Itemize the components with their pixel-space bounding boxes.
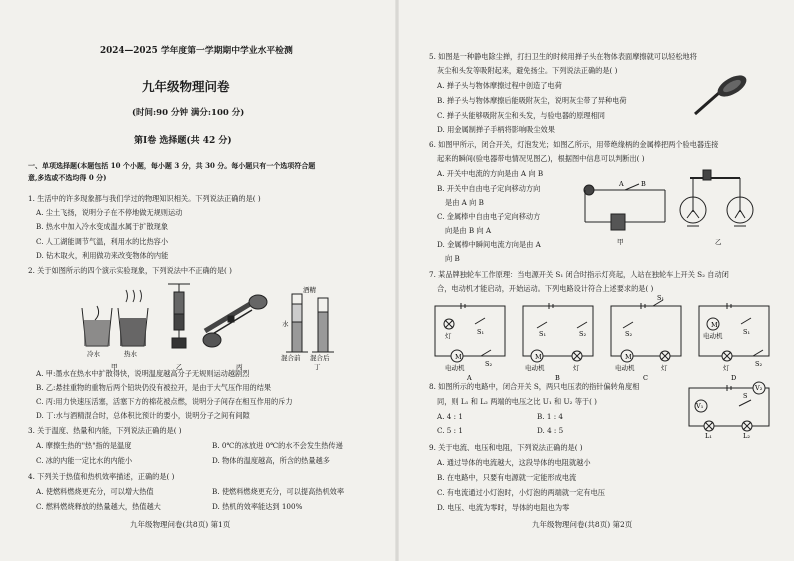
- q8-option-b[interactable]: B. 1 : 4: [537, 412, 563, 421]
- cylinders-figure: [286, 294, 334, 352]
- label-bing: 丙: [236, 363, 243, 371]
- motor-label-d: 电动机: [703, 332, 723, 340]
- s1-label-d: S₁: [743, 328, 751, 336]
- lead-blocks-figure: [168, 284, 190, 348]
- beaker-cold-water: [82, 306, 112, 346]
- q7-stem-line2: 合，电动机才能启动，开始运动。下列电路设计符合上述要求的是( ): [437, 284, 654, 293]
- label-alcohol: 酒精: [303, 286, 316, 294]
- q5-stem-line2: 灰尘和头发等吸附起来，避免扬尘。下列说法正确的是( ): [437, 66, 618, 75]
- q3-option-d[interactable]: D. 物体的温度越高，所含的热量越多: [212, 456, 330, 465]
- lamp-label-c: 灯: [661, 364, 668, 372]
- q4-stem: 4. 下列关于热值和热机效率描述，正确的是( ): [28, 472, 175, 481]
- option-label-d: D: [731, 374, 737, 382]
- q7-circuits: [427, 294, 787, 382]
- duster-figure: [690, 74, 760, 124]
- motor-symbol-b: M: [535, 353, 542, 361]
- label-switch-a: A: [619, 180, 624, 188]
- label-s: S: [743, 392, 748, 400]
- q2-option-c[interactable]: C. 丙:用力快速压活塞，活塞下方的棉花被点燃，说明分子间存在相互作用的斥力: [36, 397, 293, 406]
- q3-option-a[interactable]: A. 摩擦生热的"热"指的是温度: [36, 441, 132, 450]
- q2-option-d[interactable]: D. 丁:水与酒精混合时，总体积比预计的要小，说明分子之间有间隙: [36, 411, 250, 420]
- q1-stem: 1. 生活中的许多现象都与我们学过的物理知识相关。下列说法正确的是( ): [28, 194, 261, 203]
- part1-intro-line1: 一、单项选择题(本题包括 10 个小题，每小题 3 分，共 30 分。每小题只有一个选项符合题: [28, 161, 316, 170]
- s1-label-b: S₁: [539, 330, 547, 338]
- s2-label-b: S₂: [579, 330, 587, 338]
- electroscopes-yi: [680, 170, 753, 226]
- lamp-label-b: 灯: [573, 364, 580, 372]
- q5-stem-line1: 5. 如图是一种静电除尘掸，打扫卫生的时候用掸子头在物体表面摩擦就可以轻松地将: [429, 52, 697, 61]
- q6-stem-line1: 6. 如图甲所示，闭合开关，灯泡发光；如图乙所示，用带绝缘柄的金属棒把两个验电器连接: [429, 140, 719, 149]
- label-l1: L₁: [705, 432, 712, 440]
- q6-option-d-line1[interactable]: D. 金属棒中瞬间电流方向是由 A: [437, 240, 541, 249]
- q4-option-b[interactable]: B. 使燃料燃烧更充分，可以提高热机效率: [212, 487, 345, 496]
- motor-symbol-d: M: [711, 321, 718, 329]
- q3-option-b[interactable]: B. 0℃的冰放进 0℃的水不会发生热传递: [212, 441, 343, 450]
- motor-symbol-a: M: [455, 353, 462, 361]
- motor-label-c: 电动机: [615, 364, 635, 372]
- label-after-mix: 混合后: [310, 354, 330, 362]
- s2-label-d: S₂: [755, 360, 763, 368]
- q8-option-d[interactable]: D. 4 : 5: [537, 426, 564, 435]
- lamp-label-d: 灯: [723, 364, 730, 372]
- q9-option-c[interactable]: C. 有电流通过小灯泡时，小灯泡的两端就一定有电压: [437, 488, 605, 497]
- q6-option-c-line2[interactable]: 向是由 B 向 A: [445, 226, 492, 235]
- section-title: 第Ⅰ卷 选择题(共 42 分): [134, 136, 232, 146]
- circuit-jia: [584, 184, 665, 230]
- q5-option-c[interactable]: C. 掸子头能够吸附灰尘和头发，与验电器的原理相同: [437, 111, 605, 120]
- q4-option-a[interactable]: A. 使燃料燃烧更充分，可以增大热值: [36, 487, 154, 496]
- q7-stem-line1: 7. 某品牌独轮车工作原理：当电源开关 S₁ 闭合时指示灯亮起，人站在独轮车上开关 S₂ 自动闭: [429, 270, 729, 279]
- q8-circuit: [679, 378, 779, 438]
- motor-label-b: 电动机: [525, 364, 545, 372]
- q9-option-d[interactable]: D. 电压、电流为零时，导体的电阻也为零: [437, 503, 570, 512]
- q6-stem-line2: 起来的瞬间(验电器带电情况见图乙)，根据图中信息可以判断出( ): [437, 154, 645, 163]
- s2-label-c: S₂: [625, 330, 633, 338]
- piston-pump-figure: [203, 295, 267, 347]
- q9-option-b[interactable]: B. 在电路中，只要有电源就一定能形成电流: [437, 473, 577, 482]
- exam-time-score: (时间:90 分钟 满分:100 分): [132, 108, 245, 118]
- q9-stem: 9. 关于电流、电压和电阻，下列说法正确的是( ): [429, 443, 583, 452]
- label-jia: 甲: [111, 363, 118, 371]
- q5-option-b[interactable]: B. 掸子头与物体摩擦后能吸附灰尘，说明灰尘带了异种电荷: [437, 96, 627, 105]
- q6-option-d-line2[interactable]: 向 B: [445, 254, 460, 263]
- q8-stem-line2: 同，则 L₁ 和 L₂ 两端的电压之比 U₁ 和 U₂ 等于( ): [437, 397, 597, 406]
- label-switch-b: B: [641, 180, 646, 188]
- q2-option-b[interactable]: B. 乙:悬挂重物的重物后两个铅块仍没有被拉开，是由于大气压作用的结果: [36, 383, 272, 392]
- q2-figure: [0, 276, 397, 376]
- label-cold-water: 冷水: [87, 350, 100, 358]
- exam-page-2: [397, 0, 794, 561]
- s2-label-a: S₂: [485, 360, 493, 368]
- q8-stem-line1: 8. 如图所示的电路中，闭合开关 S，两只电压表的指针偏转角度相: [429, 382, 640, 391]
- option-label-c: C: [643, 374, 648, 382]
- page-footer-1: 九年级物理问卷(共8页) 第1页: [130, 520, 231, 529]
- q1-option-d[interactable]: D. 钻木取火，利用做功来改变物体的内能: [36, 251, 169, 260]
- part1-intro-line2: 意,多选或不选均得 0 分): [28, 173, 107, 182]
- circuit-c: [611, 300, 681, 362]
- q3-stem: 3. 关于温度、热量和内能，下列说法正确的是( ): [28, 426, 182, 435]
- label-ding: 丁: [314, 363, 321, 371]
- s1-label-c: S₁: [657, 294, 665, 302]
- page-footer-2: 九年级物理问卷(共8页) 第2页: [532, 520, 633, 529]
- q4-option-d[interactable]: D. 热机的效率能达到 100%: [212, 502, 303, 511]
- q6-option-b-line2[interactable]: 是由 A 向 B: [445, 198, 484, 207]
- q1-option-c[interactable]: C. 人工湖能调节气温，利用水的比热容小: [36, 237, 169, 246]
- label-water: 水: [282, 320, 289, 328]
- label-fig-jia: 甲: [617, 238, 624, 246]
- q5-option-a[interactable]: A. 掸子头与物体摩擦过程中创造了电荷: [437, 81, 562, 90]
- motor-symbol-c: M: [625, 353, 632, 361]
- exam-title: 九年级物理问卷: [142, 79, 230, 94]
- exam-header: 2024—2025 学年度第一学期期中学业水平检测: [100, 46, 293, 56]
- label-hot-water: 热水: [124, 350, 137, 358]
- lamp-label-a: 灯: [445, 332, 452, 340]
- q6-figure: [575, 170, 765, 260]
- q6-option-b-line1[interactable]: B. 开关中自由电子定向移动方向: [437, 184, 541, 193]
- q4-option-c[interactable]: C. 燃料燃烧释放的热量越大，热值越大: [36, 502, 161, 511]
- option-label-b: B: [555, 374, 560, 382]
- s1-label-a: S₁: [477, 328, 485, 336]
- label-before-mix: 混合前: [281, 354, 301, 362]
- label-v2: V₂: [755, 384, 763, 392]
- q5-option-d[interactable]: D. 用金属制掸子手柄将影响吸尘效果: [437, 125, 555, 134]
- beaker-hot-water: [118, 290, 148, 346]
- option-label-a: A: [467, 374, 472, 382]
- q8-option-a[interactable]: A. 4 : 1: [437, 412, 463, 421]
- label-l2: L₂: [743, 432, 750, 440]
- q2-stem: 2. 关于如图所示的四个演示实验现象，下列说法中不正确的是( ): [28, 266, 232, 275]
- label-fig-yi: 乙: [715, 238, 722, 246]
- label-yi: 乙: [176, 363, 183, 371]
- q6-option-a[interactable]: A. 开关中电流的方向是由 A 向 B: [437, 169, 544, 178]
- q1-option-a[interactable]: A. 尘土飞扬，说明分子在不停地做无规则运动: [36, 208, 183, 217]
- q8-option-c[interactable]: C. 5 : 1: [437, 426, 463, 435]
- label-v1: V₁: [696, 402, 704, 410]
- q9-option-a[interactable]: A. 通过导体的电流越大，这段导体的电阻就越小: [437, 458, 591, 467]
- motor-label-a: 电动机: [445, 364, 465, 372]
- q2-option-a[interactable]: A. 甲:墨水在热水中扩散得快，说明温度越高分子无规则运动越剧烈: [36, 369, 250, 378]
- q1-option-b[interactable]: B. 热水中加入冷水变成温水属于扩散现象: [36, 222, 169, 231]
- q3-option-c[interactable]: C. 冰的内能一定比水的内能小: [36, 456, 133, 465]
- q6-option-c-line1[interactable]: C. 金属棒中自由电子定向移动方: [437, 212, 541, 221]
